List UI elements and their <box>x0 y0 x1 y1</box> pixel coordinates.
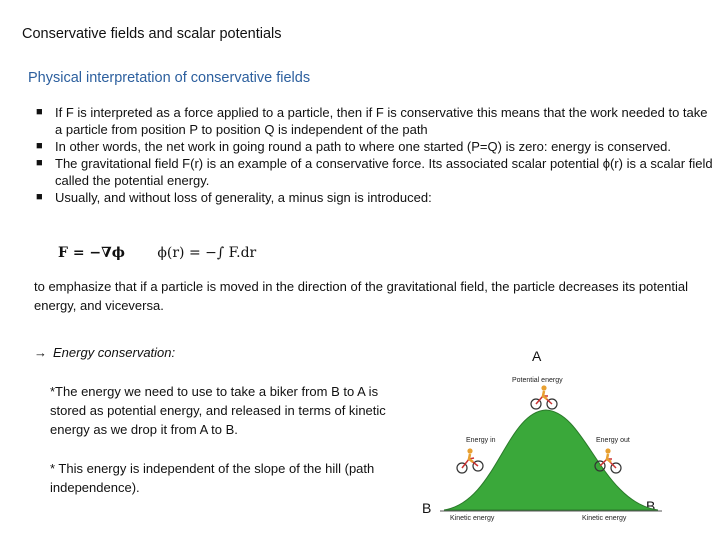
bullet-item <box>36 104 716 138</box>
bullet-icon: ■ <box>36 191 43 203</box>
bullet-icon: ■ <box>36 106 43 118</box>
bullet-text: If F is interpreted as a force applied to a particle, then if F is conservative this means that the work needed to take a particle from position P to position Q is independent of the path <box>55 105 708 137</box>
kinetic-energy-right-label: Kinetic energy <box>582 515 627 522</box>
formula-left: F = −∇ϕ <box>58 245 125 261</box>
bullet-list <box>36 104 716 206</box>
page-title: Conservative fields and scalar potentials <box>22 26 282 42</box>
formula-right: ϕ(r) = −∫ F.dr <box>157 245 257 261</box>
biker-left-icon <box>457 448 483 473</box>
potential-formula <box>58 244 256 266</box>
arrow-right-icon: → <box>34 345 47 360</box>
hill-shape <box>444 410 658 510</box>
bullet-icon: ■ <box>36 157 43 169</box>
bullet-item <box>36 138 716 155</box>
kinetic-energy-left-label: Kinetic energy <box>450 515 495 522</box>
energy-note-1: *The energy we need to use to take a biker from B to A is stored as potential energy, and released in terms of kinetic energy as we drop it from A to B. <box>50 384 386 437</box>
label-a: A <box>532 348 542 364</box>
bullet-text: Usually, and without loss of generality, a minus sign is introduced: <box>55 190 432 205</box>
biker-top-icon <box>531 385 557 409</box>
hill-diagram <box>436 372 666 522</box>
label-b-left: B <box>422 500 432 516</box>
bullet-item <box>36 189 716 206</box>
explanation-paragraph: to emphasize that if a particle is moved in the direction of the gravitational field, the particle decreases its potential energy, and viceversa. <box>34 279 688 313</box>
label-b-right: B <box>646 498 656 514</box>
energy-out-label: Energy out <box>596 437 630 444</box>
bullet-item <box>36 155 716 189</box>
potential-energy-label: Potential energy <box>512 377 563 384</box>
bullet-text: The gravitational field F(r) is an example of a conservative force. Its associated scalar potential ϕ(r) is a scalar field called the potential energy. <box>55 156 713 188</box>
section-subtitle: Physical interpretation of conservative fields <box>28 70 311 86</box>
energy-note-2: * This energy is independent of the slope of the hill (path independence). <box>50 461 375 495</box>
energy-heading-text: Energy conservation: <box>53 345 176 360</box>
energy-in-label: Energy in <box>466 437 496 444</box>
bullet-text: In other words, the net work in going round a path to where one started (P=Q) is zero: energy is conserved. <box>55 139 672 154</box>
bullet-icon: ■ <box>36 140 43 152</box>
energy-conservation-heading <box>34 345 175 360</box>
